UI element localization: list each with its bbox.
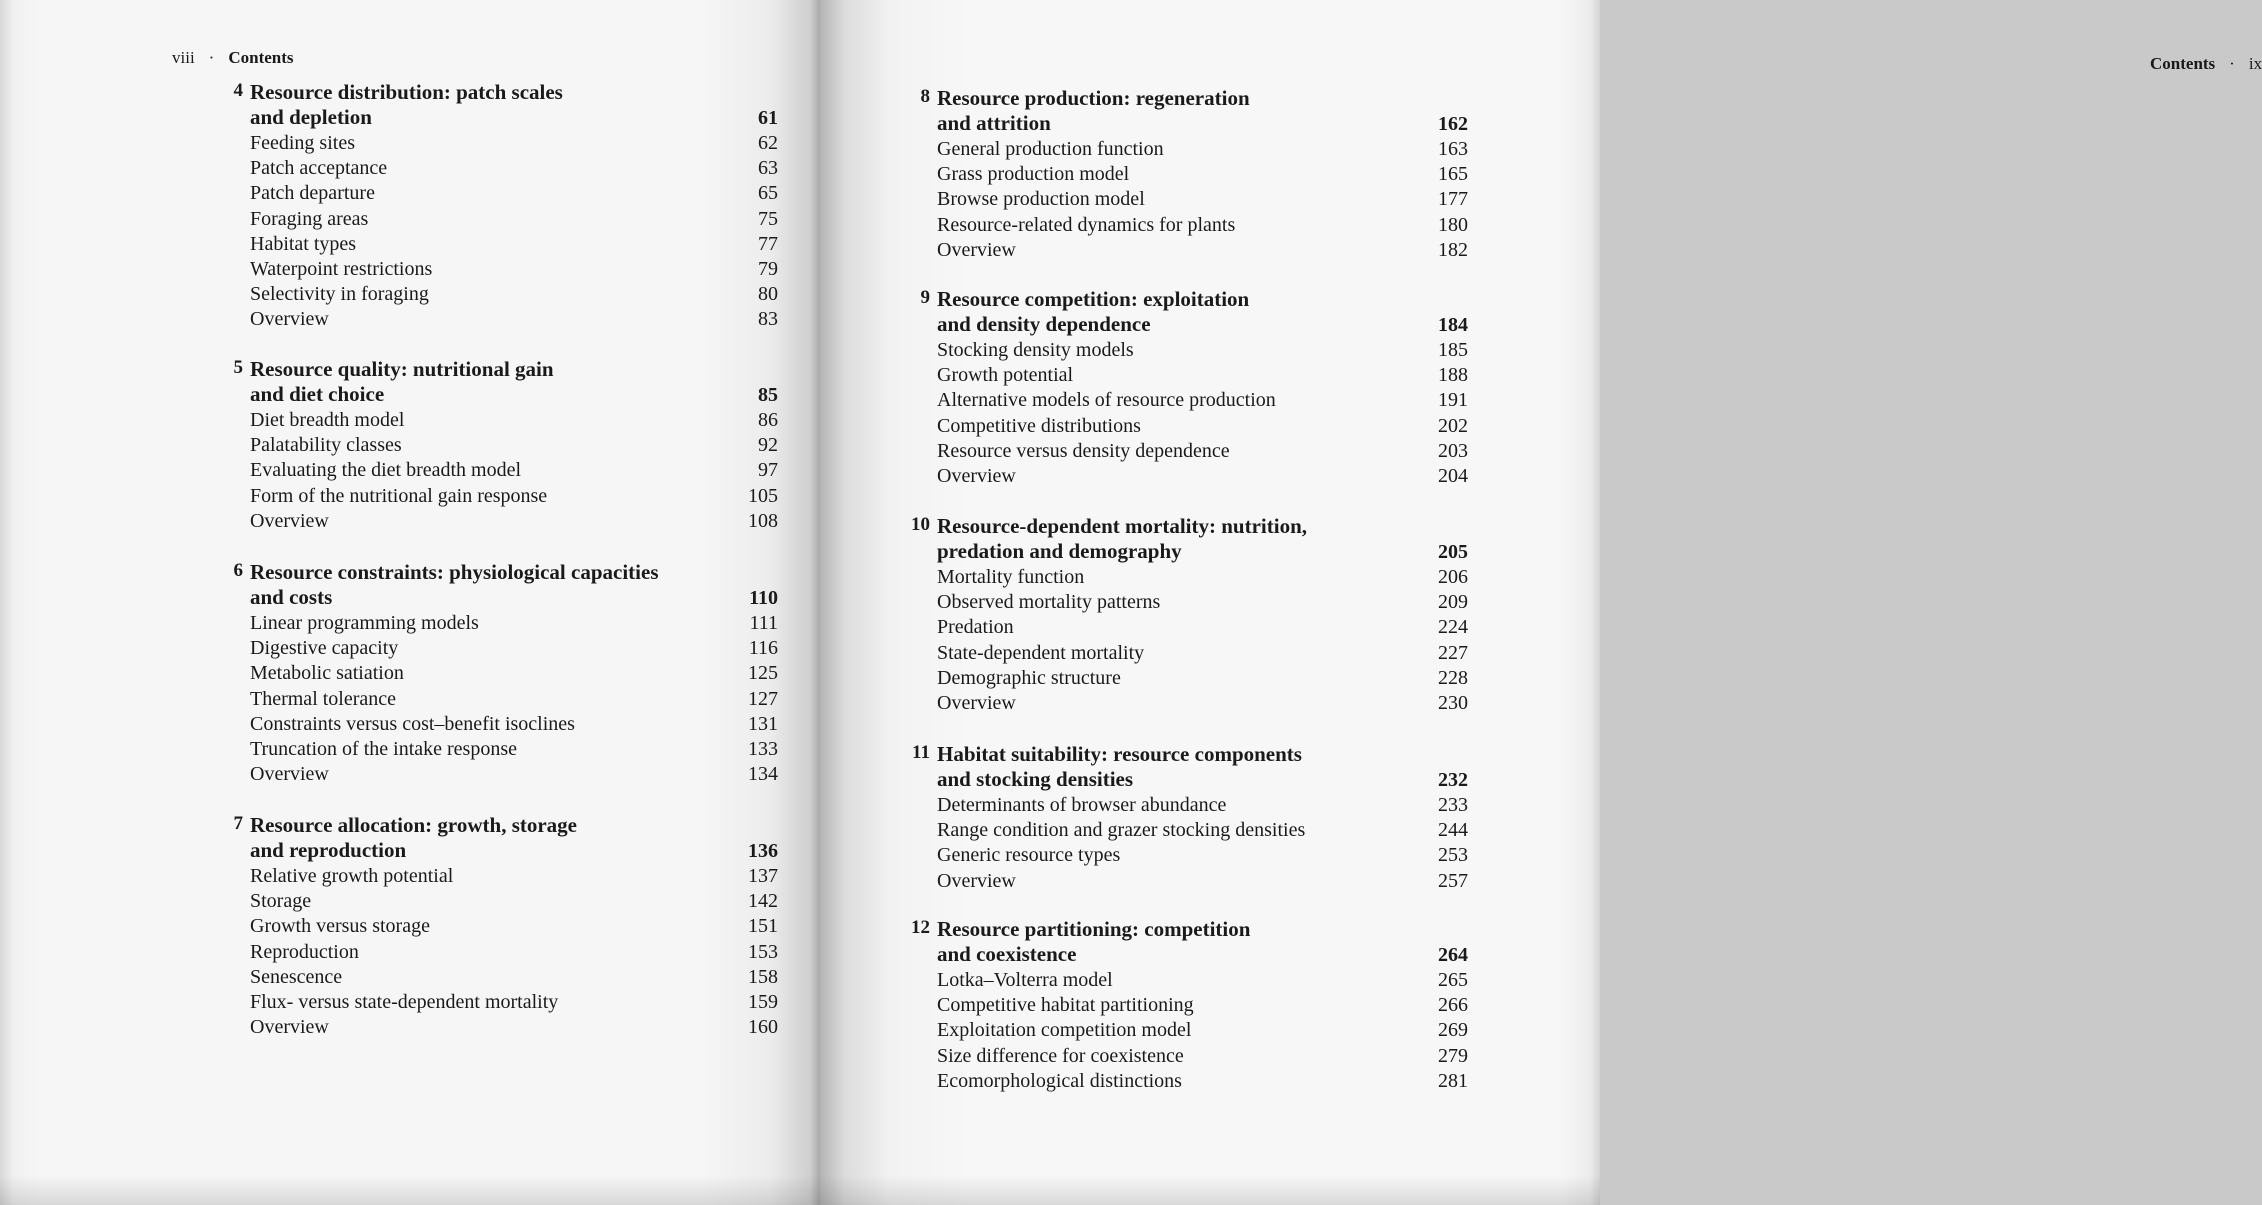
- chapter-page-number: 232: [1438, 769, 1468, 791]
- section-page-number: 281: [1438, 1069, 1468, 1092]
- section-page-number: 233: [1438, 794, 1468, 816]
- section-entry[interactable]: [937, 439, 1468, 464]
- section-title: Metabolic satiation: [250, 662, 404, 685]
- chapter-title: [250, 80, 563, 130]
- section-title: Resource-related dynamics for plants: [937, 213, 1236, 236]
- chapter-number: 12: [911, 917, 930, 938]
- section-title: Generic resource types: [937, 844, 1121, 867]
- section-list: [250, 864, 778, 1040]
- section-entry[interactable]: [937, 162, 1468, 187]
- section-page-number: 158: [748, 965, 778, 988]
- section-entry[interactable]: [937, 213, 1468, 238]
- chapter-page-number: 136: [748, 840, 778, 862]
- section-title: Observed mortality patterns: [937, 591, 1161, 614]
- section-title: Predation: [937, 616, 1014, 639]
- page-shadow: [820, 1175, 1600, 1205]
- section-page-number: 177: [1438, 188, 1468, 211]
- section-entry[interactable]: [250, 940, 778, 965]
- section-entry[interactable]: [937, 187, 1468, 212]
- section-entry[interactable]: [937, 388, 1468, 413]
- section-page-number: 153: [748, 940, 778, 963]
- section-title: Lotka–Volterra model: [937, 969, 1113, 991]
- section-title: Truncation of the intake response: [250, 737, 517, 760]
- section-page-number: 86: [758, 409, 778, 431]
- section-page-number: 63: [758, 157, 778, 180]
- chapter-page-number: 184: [1438, 314, 1468, 336]
- section-page-number: 80: [758, 283, 778, 306]
- chapter-title: [250, 813, 577, 863]
- section-page-number: 185: [1438, 339, 1468, 361]
- section-entry[interactable]: [937, 1018, 1468, 1043]
- chapter-title-line: and stocking densities: [937, 767, 1134, 791]
- chapter-title-line: and attrition: [937, 111, 1051, 135]
- right-page: [820, 0, 2262, 1205]
- section-title: Demographic structure: [937, 666, 1121, 689]
- section-page-number: 253: [1438, 844, 1468, 867]
- section-list: [937, 968, 1468, 1094]
- chapter-title-line: and density dependence: [937, 312, 1151, 336]
- chapter-number: 9: [920, 287, 930, 308]
- section-entry[interactable]: [937, 691, 1468, 716]
- section-entry[interactable]: [250, 889, 778, 914]
- section-page-number: 131: [748, 712, 778, 735]
- section-title: Waterpoint restrictions: [250, 257, 433, 280]
- section-title: Alternative models of resource production: [937, 389, 1276, 412]
- chapter-title: [937, 287, 1249, 337]
- separator-dot: ·: [208, 48, 215, 67]
- section-list: [937, 338, 1468, 489]
- separator-dot: ·: [2229, 54, 2235, 73]
- section-entry[interactable]: [937, 843, 1468, 868]
- section-page-number: 111: [749, 612, 778, 634]
- section-title: Senescence: [250, 965, 343, 988]
- chapter-title-line: Resource-dependent mortality: nutrition,: [937, 514, 1307, 538]
- section-entry[interactable]: [937, 615, 1468, 640]
- section-entry[interactable]: [250, 207, 778, 232]
- section-page-number: 182: [1438, 238, 1468, 261]
- section-title: Foraging areas: [250, 207, 369, 230]
- chapter-title: [250, 560, 659, 610]
- section-entry[interactable]: [250, 458, 778, 483]
- chapter-title-line: and coexistence: [937, 942, 1077, 966]
- section-title: Overview: [250, 763, 329, 786]
- chapter-number: 4: [233, 80, 243, 101]
- section-entry[interactable]: [250, 737, 778, 762]
- section-page-number: 257: [1438, 869, 1468, 892]
- section-page-number: 92: [758, 434, 778, 457]
- section-entry[interactable]: [250, 687, 778, 712]
- section-page-number: 266: [1438, 994, 1468, 1017]
- section-page-number: 224: [1438, 616, 1468, 639]
- section-title: Feeding sites: [250, 132, 355, 154]
- section-title: Browse production model: [937, 188, 1145, 211]
- section-list: [250, 408, 778, 534]
- section-entry[interactable]: [250, 1015, 778, 1040]
- section-page-number: 244: [1438, 819, 1468, 842]
- section-page-number: 265: [1438, 969, 1468, 991]
- section-entry[interactable]: [250, 232, 778, 257]
- chapter-number: 8: [920, 86, 930, 107]
- section-page-number: 108: [748, 509, 778, 532]
- section-title: Evaluating the diet breadth model: [250, 459, 522, 482]
- chapter-page-number: 162: [1438, 113, 1468, 135]
- section-entry[interactable]: [250, 914, 778, 939]
- section-title: Growth potential: [937, 364, 1074, 387]
- chapter-title-line: Resource production: regeneration: [937, 86, 1250, 110]
- section-page-number: 165: [1438, 163, 1468, 186]
- chapter-title-line: Resource distribution: patch scales: [250, 80, 563, 104]
- section-page-number: 127: [748, 687, 778, 710]
- section-entry[interactable]: [937, 414, 1468, 439]
- section-page-number: 77: [758, 232, 778, 255]
- section-entry[interactable]: [250, 282, 778, 307]
- section-page-number: 125: [748, 662, 778, 685]
- chapter-page-number: 205: [1438, 541, 1468, 563]
- chapter-title: [250, 357, 554, 407]
- section-page-number: 191: [1438, 389, 1468, 412]
- left-page: [0, 0, 820, 1205]
- chapter-title-line: and reproduction: [250, 838, 407, 862]
- section-title: Storage: [250, 890, 312, 913]
- section-title: Resource versus density dependence: [937, 439, 1230, 462]
- section-title: General production function: [937, 138, 1164, 160]
- section-page-number: 163: [1438, 138, 1468, 160]
- chapter-number: 5: [233, 357, 243, 378]
- section-page-number: 159: [748, 990, 778, 1013]
- section-title: Patch departure: [250, 182, 375, 205]
- section-page-number: 188: [1438, 364, 1468, 387]
- section-list: [937, 137, 1468, 263]
- section-entry[interactable]: [250, 408, 778, 433]
- section-title: Mortality function: [937, 566, 1085, 588]
- section-title: Overview: [250, 308, 329, 331]
- chapter-title-line: Resource partitioning: competition: [937, 917, 1251, 941]
- section-page-number: 142: [748, 890, 778, 913]
- section-entry[interactable]: [937, 464, 1468, 489]
- section-page-number: 279: [1438, 1044, 1468, 1067]
- page-folio: viii: [172, 48, 195, 67]
- section-page-number: 160: [748, 1016, 778, 1039]
- section-entry[interactable]: [250, 762, 778, 787]
- page-folio: ix: [2248, 54, 2262, 73]
- section-page-number: 133: [748, 737, 778, 760]
- chapter-page-number: 110: [749, 587, 778, 609]
- section-title: Overview: [937, 691, 1016, 714]
- section-page-number: 75: [758, 207, 778, 230]
- section-page-number: 227: [1438, 641, 1468, 664]
- chapter-title-line: Resource constraints: physiological capacities: [250, 560, 659, 584]
- section-page-number: 105: [748, 484, 778, 507]
- section-entry[interactable]: [937, 565, 1468, 590]
- section-page-number: 269: [1438, 1019, 1468, 1042]
- section-title: Determinants of browser abundance: [937, 794, 1227, 816]
- section-title: Size difference for coexistence: [937, 1044, 1184, 1067]
- chapter-title-line: and diet choice: [250, 382, 385, 406]
- section-title: State-dependent mortality: [937, 641, 1145, 664]
- section-title: Exploitation competition model: [937, 1019, 1192, 1042]
- section-entry[interactable]: [250, 484, 778, 509]
- running-head-title: Contents: [228, 48, 294, 67]
- running-head-title: Contents: [2150, 54, 2216, 73]
- section-title: Thermal tolerance: [250, 687, 397, 710]
- chapter-title-line: Resource allocation: growth, storage: [250, 813, 577, 837]
- section-list: [937, 793, 1468, 894]
- section-title: Habitat types: [250, 232, 357, 255]
- section-entry[interactable]: [937, 869, 1468, 894]
- page-shadow: [0, 1175, 820, 1205]
- section-page-number: 137: [748, 865, 778, 887]
- chapter-title: [937, 742, 1302, 792]
- section-entry[interactable]: [250, 307, 778, 332]
- section-entry[interactable]: [250, 661, 778, 686]
- chapter-title-line: and costs: [250, 585, 333, 609]
- chapter-page-number: 264: [1438, 944, 1468, 966]
- section-entry[interactable]: [250, 181, 778, 206]
- section-entry[interactable]: [250, 990, 778, 1015]
- section-entry[interactable]: [937, 818, 1468, 843]
- section-entry[interactable]: [937, 238, 1468, 263]
- section-entry[interactable]: [937, 993, 1468, 1018]
- section-entry[interactable]: [250, 257, 778, 282]
- chapter-title-line: predation and demography: [937, 539, 1182, 563]
- section-entry[interactable]: [250, 864, 778, 889]
- chapter-title-line: Resource competition: exploitation: [937, 287, 1250, 311]
- section-title: Overview: [937, 464, 1016, 487]
- chapter-number: 6: [233, 560, 243, 581]
- section-title: Range condition and grazer stocking densities: [937, 819, 1306, 842]
- section-entry[interactable]: [937, 1044, 1468, 1069]
- section-title: Overview: [937, 869, 1016, 892]
- section-entry[interactable]: [937, 1069, 1468, 1094]
- section-entry[interactable]: [250, 131, 778, 156]
- section-entry[interactable]: [250, 965, 778, 990]
- section-page-number: 209: [1438, 591, 1468, 614]
- chapter-title: [937, 917, 1250, 967]
- section-entry[interactable]: [937, 641, 1468, 666]
- section-title: Relative growth potential: [250, 865, 454, 887]
- running-head-right: [2150, 54, 2262, 74]
- section-page-number: 203: [1438, 439, 1468, 462]
- section-page-number: 62: [758, 132, 778, 154]
- section-title: Form of the nutritional gain response: [250, 484, 548, 507]
- section-entry[interactable]: [250, 433, 778, 458]
- section-title: Constraints versus cost–benefit isoclines: [250, 712, 575, 735]
- section-page-number: 228: [1438, 666, 1468, 689]
- section-page-number: 204: [1438, 464, 1468, 487]
- section-entry[interactable]: [250, 611, 778, 636]
- section-title: Ecomorphological distinctions: [937, 1069, 1182, 1092]
- section-page-number: 230: [1438, 691, 1468, 714]
- section-title: Growth versus storage: [250, 915, 430, 938]
- section-entry[interactable]: [937, 666, 1468, 691]
- section-list: [250, 131, 778, 333]
- section-title: Overview: [250, 1016, 329, 1039]
- section-title: Digestive capacity: [250, 637, 399, 660]
- chapter-number: 11: [912, 742, 930, 763]
- section-title: Stocking density models: [937, 339, 1134, 361]
- chapter-title: [937, 86, 1250, 136]
- section-entry[interactable]: [937, 137, 1468, 162]
- section-entry[interactable]: [250, 156, 778, 181]
- section-title: Linear programming models: [250, 612, 479, 634]
- section-page-number: 79: [758, 257, 778, 280]
- chapter-title-line: Habitat suitability: resource components: [937, 742, 1302, 766]
- section-page-number: 83: [758, 308, 778, 331]
- section-title: Selectivity in foraging: [250, 283, 429, 306]
- chapter-page-number: 85: [758, 384, 778, 406]
- section-page-number: 202: [1438, 414, 1468, 437]
- section-page-number: 206: [1438, 566, 1468, 588]
- chapter-title-line: and depletion: [250, 105, 372, 129]
- chapter-page-number: 61: [758, 107, 778, 129]
- chapter-title-line: Resource quality: nutritional gain: [250, 357, 554, 381]
- chapter-number: 10: [911, 514, 930, 535]
- running-head-left: [172, 48, 294, 68]
- section-entry[interactable]: [937, 338, 1468, 363]
- section-title: Competitive distributions: [937, 414, 1141, 437]
- chapter-number: 7: [233, 813, 243, 834]
- section-entry[interactable]: [937, 968, 1468, 993]
- section-page-number: 97: [758, 459, 778, 482]
- section-title: Flux- versus state-dependent mortality: [250, 990, 559, 1013]
- section-title: Patch acceptance: [250, 157, 388, 180]
- section-title: Grass production model: [937, 163, 1130, 186]
- section-page-number: 134: [748, 763, 778, 786]
- chapter-title: [937, 514, 1307, 564]
- section-page-number: 151: [748, 915, 778, 938]
- section-list: [250, 611, 778, 787]
- section-entry[interactable]: [250, 509, 778, 534]
- section-title: Palatability classes: [250, 434, 402, 457]
- section-title: Reproduction: [250, 940, 359, 963]
- section-list: [937, 565, 1468, 716]
- section-entry[interactable]: [937, 590, 1468, 615]
- section-title: Overview: [250, 509, 329, 532]
- section-page-number: 116: [748, 637, 778, 660]
- section-page-number: 65: [758, 182, 778, 205]
- section-title: Diet breadth model: [250, 409, 405, 431]
- section-entry[interactable]: [937, 793, 1468, 818]
- section-entry[interactable]: [250, 712, 778, 737]
- section-title: Competitive habitat partitioning: [937, 994, 1194, 1017]
- section-entry[interactable]: [250, 636, 778, 661]
- section-page-number: 180: [1438, 213, 1468, 236]
- section-entry[interactable]: [937, 363, 1468, 388]
- section-title: Overview: [937, 238, 1016, 261]
